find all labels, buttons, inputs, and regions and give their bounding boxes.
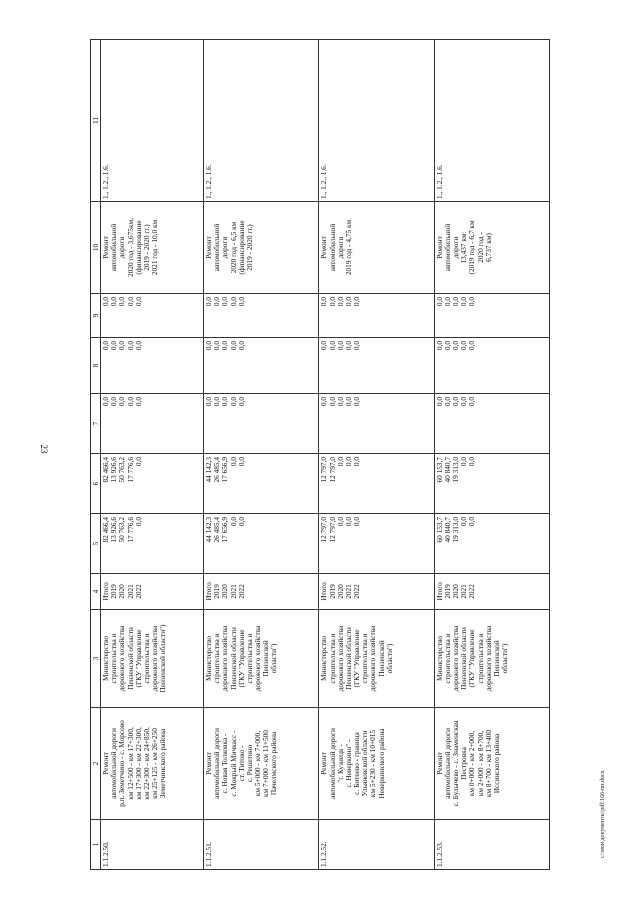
- cell-line: Министерство: [101, 636, 110, 681]
- cell-line: 0,0: [459, 341, 469, 351]
- cell-line: 12 797,0: [327, 517, 337, 543]
- cell-line: 0,0: [467, 397, 477, 407]
- cell-line: (ГКУ "Управление: [467, 629, 477, 688]
- cell-line: Ремонт: [434, 236, 444, 259]
- col-header: 10: [91, 202, 101, 294]
- cell-line: (ГКУ "Управление: [352, 629, 362, 688]
- cell-line: Итого: [319, 582, 329, 601]
- cell-line: 0,0: [204, 341, 214, 351]
- cell-funding-c8: [204, 338, 319, 394]
- cell-line: Ремонт: [204, 752, 214, 775]
- cell-line: 0,0: [343, 457, 353, 467]
- cell-line: 0,0: [133, 517, 143, 527]
- cell-line: Министерство: [319, 636, 329, 681]
- cell-line: с. Булычево - с. Знаменская: [450, 720, 460, 807]
- cell-line: 2020 год -: [475, 232, 485, 263]
- cell-line: 0,0: [343, 341, 353, 351]
- rotated-table-container: [90, 40, 550, 870]
- cell-line: 0,0: [467, 457, 477, 467]
- table-row: [204, 40, 319, 870]
- cell-object: [434, 708, 549, 820]
- cell-line: 0,0: [125, 397, 135, 407]
- cell-line: 82 466,4: [101, 457, 110, 483]
- cell-line: 0,0: [327, 297, 337, 307]
- cell-line: 50 763,2: [117, 517, 127, 543]
- cell-line: 0,0: [228, 341, 238, 351]
- cell-line: 2022: [467, 584, 477, 599]
- cell-line: 0,0: [335, 517, 345, 527]
- cell-funding-c9: [319, 294, 434, 338]
- cell-line: с. Неверкино" -: [343, 739, 353, 788]
- cell-line: автомобильной: [109, 223, 119, 272]
- cell-line: дороги: [117, 236, 127, 259]
- cell-line: 0,0: [117, 397, 127, 407]
- cell-line: 2022: [236, 584, 246, 599]
- cell-line: Пензенской: [376, 640, 386, 677]
- cell-funding-c9: [204, 294, 319, 338]
- cell-line: 0,0: [467, 297, 477, 307]
- cell-object: [204, 708, 319, 820]
- cell-line: км 2+000 - км 8+700,: [475, 730, 485, 797]
- cell-line: автомобильной дороги: [327, 728, 337, 799]
- cell-line: 44 142,3: [204, 457, 214, 483]
- col-header: 4: [91, 574, 101, 610]
- cell-regional-funding: [204, 454, 319, 514]
- cell-line: автомобильной дороги: [442, 728, 452, 799]
- cell-funding-c8: [319, 338, 434, 394]
- col-header: 9: [91, 294, 101, 338]
- cell-item-number: 1.1.2.51.: [204, 820, 319, 870]
- cell-line: 0,0: [450, 341, 460, 351]
- cell-line: 13 926,6: [109, 517, 119, 543]
- cell-line: 2019: [327, 584, 337, 599]
- cell-line: 0,0: [125, 297, 135, 307]
- cell-years: [319, 574, 434, 610]
- cell-line: 0,0: [212, 341, 222, 351]
- cell-line: 50 763,2: [117, 457, 127, 483]
- cell-line: 0,0: [319, 397, 329, 407]
- cell-line: 0,0: [343, 297, 353, 307]
- table-row: [319, 40, 434, 870]
- cell-line: 2020 год - 6,5 км: [228, 221, 238, 274]
- cell-indicator-ref: 1., 1.2., 1.6.: [434, 40, 549, 202]
- cell-line: дорожного хозяйства: [335, 625, 345, 692]
- cell-years: [204, 574, 319, 610]
- cell-line: строительства и: [327, 633, 337, 684]
- cell-line: км 0+000 - км 2+000,: [467, 730, 477, 797]
- cell-line: 0,0: [109, 297, 119, 307]
- cell-years: [101, 574, 204, 610]
- cell-indicator-ref: 1., 1.2., 1.6.: [101, 40, 204, 202]
- cell-line: (финансирование: [133, 220, 143, 275]
- cell-line: 0,0: [228, 297, 238, 307]
- cell-line: 0,0: [459, 517, 469, 527]
- cell-object: [319, 708, 434, 820]
- cell-line: Пензенской области: [125, 627, 135, 690]
- cell-total-funding: [319, 514, 434, 574]
- cell-line: 0,0: [459, 397, 469, 407]
- cell-line: км 5+000 - км 7+000,: [253, 730, 263, 797]
- col-header: 5: [91, 514, 101, 574]
- table-row: [101, 40, 204, 870]
- cell-line: 40 840,7: [442, 517, 452, 543]
- cell-result: [319, 202, 434, 294]
- cell-line: Ремонт: [319, 236, 329, 259]
- cell-line: (2019 год - 6,7 км: [467, 220, 477, 275]
- col-header: 1: [91, 820, 101, 870]
- cell-line: 0,0: [319, 341, 329, 351]
- cell-line: 60 153,7: [434, 517, 444, 543]
- cell-line: Ремонт: [319, 752, 329, 775]
- cell-regional-funding: [434, 454, 549, 514]
- cell-line: строительства и: [244, 633, 254, 684]
- cell-funding-c8: [101, 338, 204, 394]
- cell-line: 6,737 км): [483, 233, 493, 262]
- cell-line: 0,0: [228, 457, 238, 467]
- cell-line: Пестровка: [459, 747, 469, 780]
- cell-line: автомобильной: [442, 223, 452, 272]
- cell-line: 0,0: [434, 341, 444, 351]
- cell-funding-c7: [434, 394, 549, 454]
- cell-object: [101, 708, 204, 820]
- cell-line: 0,0: [434, 397, 444, 407]
- cell-line: 2021: [459, 584, 469, 599]
- cell-line: Земетчинского района: [158, 728, 168, 799]
- cell-line: Пензенской: [261, 640, 271, 677]
- cell-line: строительства и: [475, 633, 485, 684]
- cell-line: с. Решетино: [244, 744, 254, 783]
- cell-regional-funding: [319, 454, 434, 514]
- footer-file-path: c:\мои документы\pdf\166-пп.docx: [600, 770, 606, 858]
- cell-line: 2020 год - 3,675км,: [125, 218, 135, 277]
- cell-line: дорожного хозяйства: [483, 625, 493, 692]
- cell-line: дороги: [335, 236, 345, 259]
- col-header: 8: [91, 338, 101, 394]
- cell-line: 0,0: [442, 341, 452, 351]
- cell-line: 0,0: [133, 457, 143, 467]
- cell-executor: [434, 610, 549, 708]
- cell-line: 0,0: [101, 297, 110, 307]
- cell-line: строительства и: [109, 633, 119, 684]
- cell-line: 82 466,4: [101, 517, 110, 543]
- cell-line: 0,0: [335, 341, 345, 351]
- cell-line: км 12+500 - км 17+300,: [125, 727, 135, 800]
- cell-line: км 25+125 - км 26+250: [150, 728, 160, 799]
- cell-funding-c7: [319, 394, 434, 454]
- cell-line: 0,0: [220, 397, 230, 407]
- cell-line: (ГКУ "Управление: [236, 629, 246, 688]
- cell-line: (финансирование: [236, 220, 246, 275]
- cell-line: 12 797,0: [319, 457, 329, 483]
- cell-line: с. Новая Толковка -: [220, 733, 230, 794]
- cell-line: Ремонт: [204, 236, 214, 259]
- cell-line: км 7+000 - км 11+500: [261, 730, 271, 797]
- col-header: 2: [91, 708, 101, 820]
- cell-line: 60 153,7: [434, 457, 444, 483]
- cell-total-funding: [204, 514, 319, 574]
- cell-line: Министерство: [434, 636, 444, 681]
- cell-line: области"): [384, 643, 394, 674]
- cell-executor: [319, 610, 434, 708]
- cell-line: 0,0: [327, 397, 337, 407]
- cell-line: 2020: [335, 584, 345, 599]
- cell-line: 0,0: [467, 341, 477, 351]
- cell-line: 2019: [442, 584, 452, 599]
- cell-line: Итого: [101, 582, 110, 601]
- cell-line: дорожного хозяйства: [150, 625, 160, 692]
- cell-line: 0,0: [352, 341, 362, 351]
- cell-line: 2020: [220, 584, 230, 599]
- cell-line: автомобильной дороги: [109, 728, 119, 799]
- cell-line: 0,0: [212, 397, 222, 407]
- cell-line: 0,0: [327, 341, 337, 351]
- cell-line: 0,0: [335, 397, 345, 407]
- cell-line: 0,0: [125, 341, 135, 351]
- cell-line: 2019 год - 4,75 км: [343, 219, 353, 276]
- cell-line: дорожного хозяйства: [368, 625, 378, 692]
- cell-line: 40 840,7: [442, 457, 452, 483]
- cell-executor: [101, 610, 204, 708]
- cell-line: (ГКУ "Управление: [133, 629, 143, 688]
- cell-line: 0,0: [343, 397, 353, 407]
- program-table: [90, 39, 550, 870]
- cell-line: 26 485,4: [212, 457, 222, 483]
- cell-line: Пензенской области: [228, 627, 238, 690]
- cell-line: 0,0: [352, 397, 362, 407]
- cell-line: автомобильной дороги: [212, 728, 222, 799]
- cell-line: 0,0: [236, 397, 246, 407]
- cell-line: 17 656,9: [220, 457, 230, 483]
- cell-line: 0,0: [109, 397, 119, 407]
- cell-line: 0,0: [352, 297, 362, 307]
- cell-line: 0,0: [236, 457, 246, 467]
- cell-line: дорожного хозяйства: [253, 625, 263, 692]
- cell-result: [434, 202, 549, 294]
- cell-line: 17 776,6: [125, 517, 135, 543]
- cell-line: 0,0: [352, 517, 362, 527]
- cell-line: 44 142,3: [204, 517, 214, 543]
- cell-line: 13,437 км:: [459, 231, 469, 264]
- cell-line: 0,0: [459, 457, 469, 467]
- cell-line: Пачелмского района: [269, 731, 279, 796]
- cell-line: 2020: [117, 584, 127, 599]
- cell-line: 2021: [125, 584, 135, 599]
- cell-funding-c7: [101, 394, 204, 454]
- cell-funding-c9: [434, 294, 549, 338]
- cell-line: 0,0: [343, 517, 353, 527]
- cell-line: 0,0: [109, 341, 119, 351]
- cell-line: 0,0: [459, 297, 469, 307]
- cell-line: 0,0: [117, 341, 127, 351]
- cell-line: области"): [500, 643, 510, 674]
- col-header: 11: [91, 40, 101, 202]
- cell-line: Ремонт: [101, 752, 110, 775]
- cell-line: 12 797,0: [327, 457, 337, 483]
- cell-line: Неверкинского района: [376, 728, 386, 799]
- cell-line: дороги: [220, 236, 230, 259]
- cell-indicator-ref: 1., 1.2., 1.6.: [204, 40, 319, 202]
- cell-line: 2019: [212, 584, 222, 599]
- cell-line: 0,0: [133, 297, 143, 307]
- cell-line: "г. Кузнецк -: [335, 744, 345, 783]
- cell-item-number: 1.1.2.52.: [319, 820, 434, 870]
- cell-line: 19 313,0: [450, 457, 460, 483]
- cell-line: 0,0: [236, 517, 246, 527]
- cell-line: 2020: [450, 584, 460, 599]
- cell-line: км 17+300 - км 22+300,: [133, 727, 143, 800]
- cell-line: 0,0: [101, 397, 110, 407]
- cell-line: р.п. Земетчино - с. Морсово: [117, 720, 127, 807]
- cell-line: 0,0: [236, 341, 246, 351]
- cell-line: 0,0: [204, 297, 214, 307]
- cell-line: Пензенской области"): [158, 624, 168, 693]
- cell-line: Пензенской области: [343, 627, 353, 690]
- cell-line: автомобильной: [327, 223, 337, 272]
- cell-line: дороги: [450, 236, 460, 259]
- cell-line: 0,0: [450, 397, 460, 407]
- cell-line: 0,0: [434, 297, 444, 307]
- cell-years: [434, 574, 549, 610]
- cell-total-funding: [101, 514, 204, 574]
- cell-line: 0,0: [228, 397, 238, 407]
- table-row: [434, 40, 549, 870]
- cell-line: Пензенской области: [459, 627, 469, 690]
- cell-line: строительства и: [212, 633, 222, 684]
- cell-line: км 22+300 - км 24+850,: [141, 727, 151, 800]
- cell-line: 13 926,6: [109, 457, 119, 483]
- cell-funding-c9: [101, 294, 204, 338]
- column-number-row: [91, 40, 101, 870]
- cell-line: Пензенской: [491, 640, 501, 677]
- cell-total-funding: [434, 514, 549, 574]
- cell-line: 17 656,9: [220, 517, 230, 543]
- cell-line: с. Битеево - граница: [352, 732, 362, 795]
- cell-item-number: 1.1.2.50.: [101, 820, 204, 870]
- cell-line: км 5+230 - км 10+015: [368, 729, 378, 798]
- cell-line: 0,0: [220, 341, 230, 351]
- cell-line: 0,0: [220, 297, 230, 307]
- cell-line: Итого: [204, 582, 214, 601]
- cell-line: 0,0: [442, 397, 452, 407]
- table-body: [101, 40, 550, 870]
- cell-line: 0,0: [228, 517, 238, 527]
- col-header: 3: [91, 610, 101, 708]
- page-number: 23: [39, 444, 49, 454]
- cell-line: Ремонт: [434, 752, 444, 775]
- cell-line: дорожного хозяйства: [220, 625, 230, 692]
- cell-line: дорожного хозяйства: [117, 625, 127, 692]
- cell-line: 0,0: [319, 297, 329, 307]
- cell-line: 0,0: [442, 297, 452, 307]
- cell-line: автомобильной: [212, 223, 222, 272]
- cell-line: дорожного хозяйства: [450, 625, 460, 692]
- cell-line: с. Мокрый Мичкасс -: [228, 730, 238, 797]
- cell-line: 0,0: [101, 341, 110, 351]
- cell-line: Ремонт: [101, 236, 110, 259]
- cell-line: 0,0: [212, 297, 222, 307]
- cell-line: 0,0: [450, 297, 460, 307]
- col-header: 6: [91, 454, 101, 514]
- cell-line: 26 485,4: [212, 517, 222, 543]
- cell-line: 0,0: [236, 297, 246, 307]
- cell-result: [204, 202, 319, 294]
- cell-line: 17 776,6: [125, 457, 135, 483]
- cell-executor: [204, 610, 319, 708]
- cell-regional-funding: [101, 454, 204, 514]
- cell-line: 2019 - 2020 гг.): [244, 224, 254, 271]
- cell-result: [101, 202, 204, 294]
- cell-line: Министерство: [204, 636, 214, 681]
- cell-line: 0,0: [467, 517, 477, 527]
- cell-line: Ульяновской области: [360, 730, 370, 797]
- cell-line: 0,0: [117, 297, 127, 307]
- cell-line: км 8+700 - км 13+400: [483, 729, 493, 798]
- cell-line: 2021: [228, 584, 238, 599]
- cell-line: ст. Титово -: [236, 745, 246, 782]
- cell-line: 0,0: [204, 397, 214, 407]
- cell-line: 0,0: [335, 297, 345, 307]
- cell-line: строительства и: [360, 633, 370, 684]
- cell-funding-c8: [434, 338, 549, 394]
- cell-line: строительства и: [442, 633, 452, 684]
- cell-line: области"): [269, 643, 279, 674]
- cell-line: 12 797,0: [319, 517, 329, 543]
- cell-line: 0,0: [133, 397, 143, 407]
- cell-funding-c7: [204, 394, 319, 454]
- cell-line: строительства и: [141, 633, 151, 684]
- cell-line: 2022: [352, 584, 362, 599]
- cell-line: Итого: [434, 582, 444, 601]
- cell-line: 2022: [133, 584, 143, 599]
- cell-line: 2019: [109, 584, 119, 599]
- col-header: 7: [91, 394, 101, 454]
- cell-line: 2021: [343, 584, 353, 599]
- cell-line: 19 313,0: [450, 517, 460, 543]
- cell-line: Иссинского района: [491, 733, 501, 794]
- cell-line: 2019 - 2020 гг.): [141, 224, 151, 271]
- cell-line: 0,0: [133, 341, 143, 351]
- cell-line: 0,0: [352, 457, 362, 467]
- cell-indicator-ref: 1., 1.2., 1.6.: [319, 40, 434, 202]
- cell-line: 0,0: [335, 457, 345, 467]
- cell-item-number: 1.1.2.53.: [434, 820, 549, 870]
- cell-line: 2021 год - 10,0 км: [150, 219, 160, 276]
